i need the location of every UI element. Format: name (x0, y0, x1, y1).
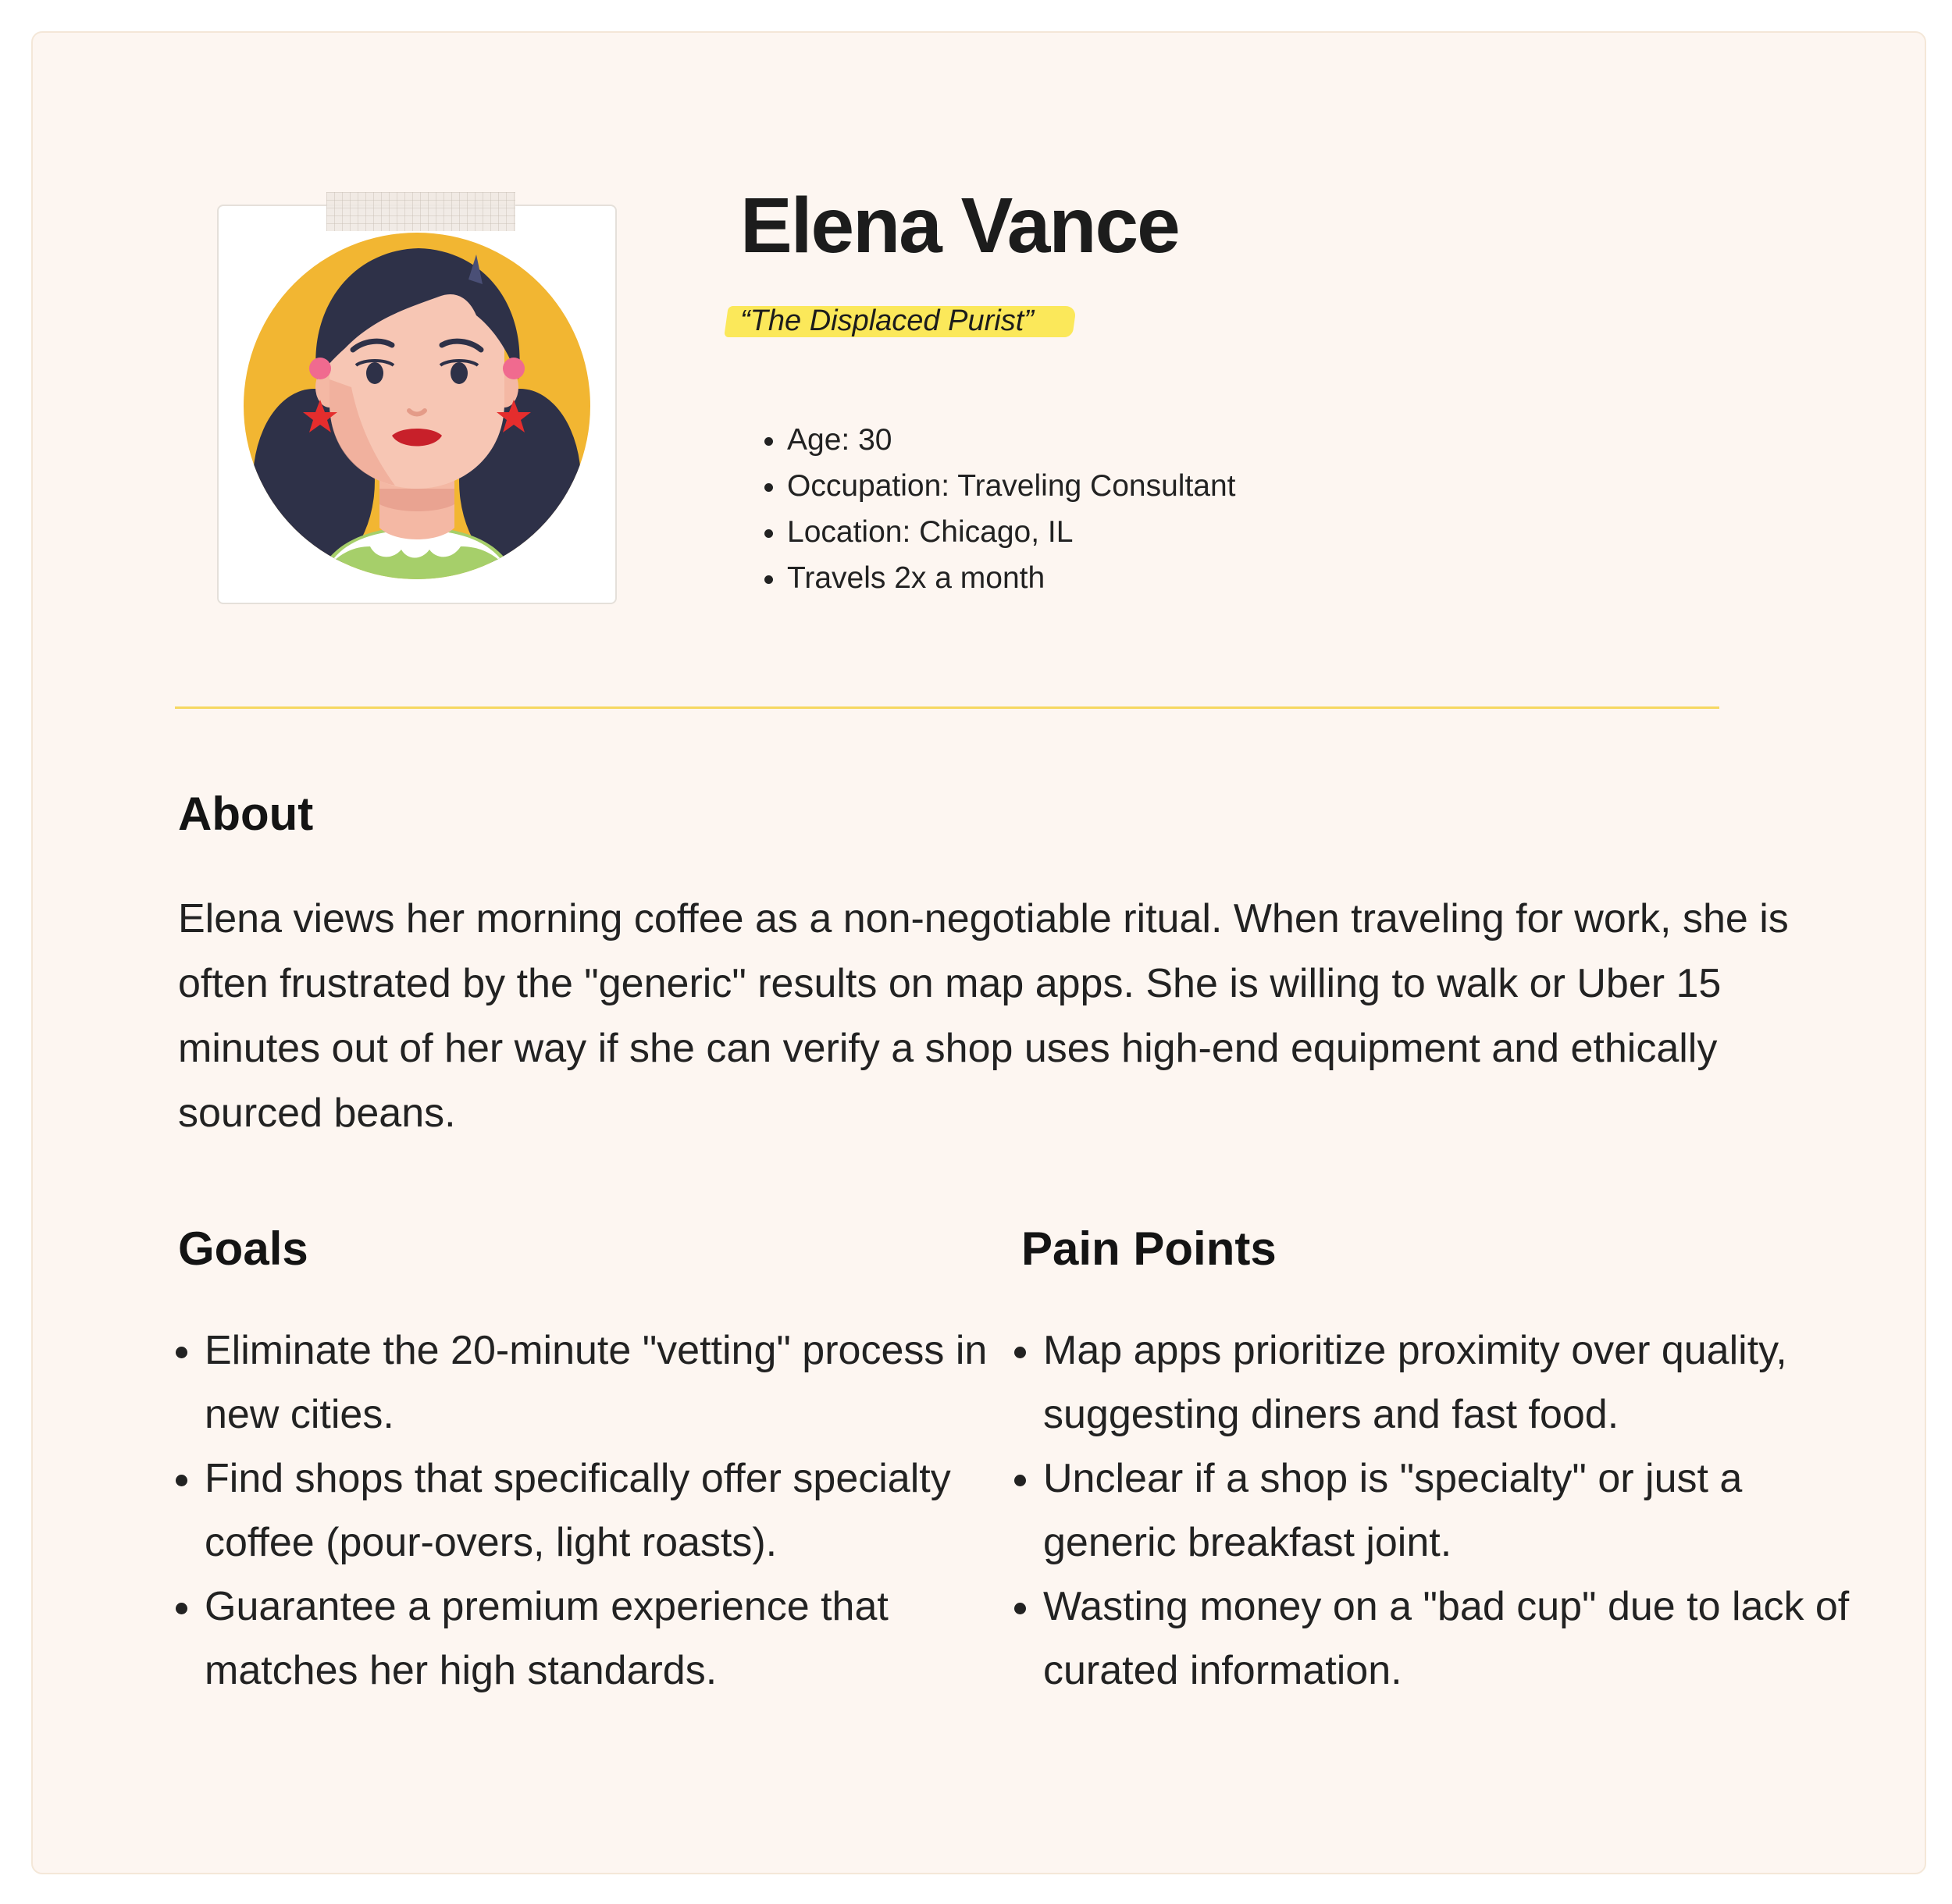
fact-location: • Location: Chicago, IL (787, 509, 1236, 555)
list-item: • Unclear if a shop is "specialty" or just a generic breakfast joint. (1043, 1447, 1879, 1575)
tagline-highlight (726, 303, 1074, 340)
section-divider (175, 706, 1719, 709)
goals-list (178, 1319, 993, 1703)
about-text: Elena views her morning coffee as a non-negotiable ritual. When traveling for work, she is often frustrated by the "generic" results on map apps. She is willing to walk or Uber 15 minutes out of her way if she can verify a shop uses high-end equipment and ethically sourced beans. (178, 896, 1789, 1136)
about-heading: About (178, 788, 314, 840)
tape-strip (326, 192, 515, 231)
fact-travel: • Travels 2x a month (787, 555, 1236, 601)
pain-points-heading: Pain Points (1021, 1222, 1277, 1275)
persona-facts-list (757, 417, 1236, 601)
goals-heading: Goals (178, 1222, 308, 1275)
avatar (242, 231, 592, 581)
left-eye (366, 362, 383, 384)
right-eye (451, 362, 468, 384)
persona-name: Elena Vance (740, 182, 1179, 269)
fact-occupation: • Occupation: Traveling Consultant (787, 463, 1236, 509)
list-item: • Eliminate the 20-minute "vetting" process in new cities. (205, 1319, 993, 1447)
list-item: • Map apps prioritize proximity over quality, suggesting diners and fast food. (1043, 1319, 1879, 1447)
list-item: • Guarantee a premium experience that matches her high standards. (205, 1575, 993, 1703)
list-item: • Find shops that specifically offer specialty coffee (pour-overs, light roasts). (205, 1447, 993, 1575)
list-item: • Wasting money on a "bad cup" due to lack of curated information. (1043, 1575, 1879, 1703)
persona-tagline: “The Displaced Purist” (740, 304, 1034, 337)
fact-age: • Age: 30 (787, 417, 1236, 463)
pain-points-list (1017, 1319, 1879, 1703)
